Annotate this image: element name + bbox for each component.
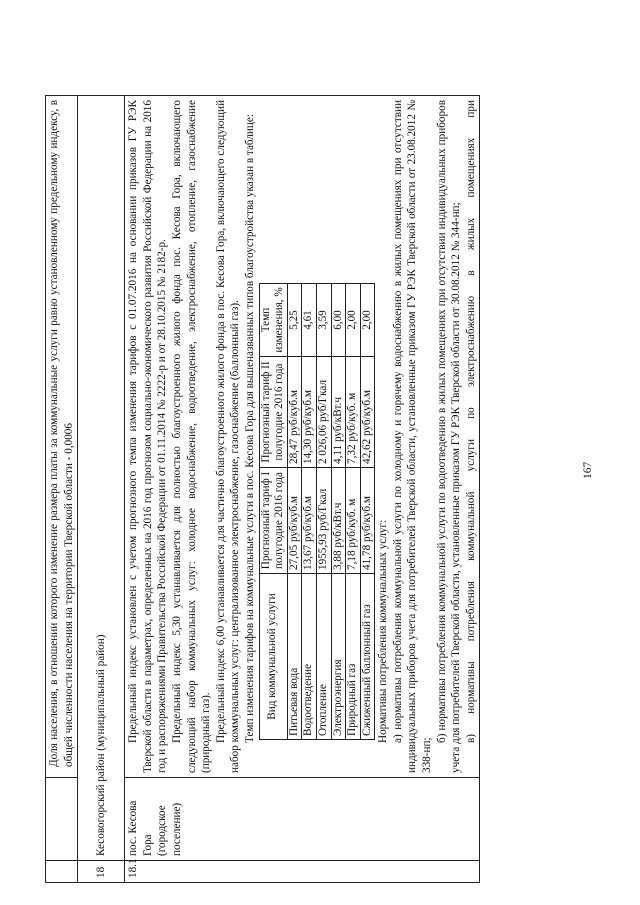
tariff-h1-cell: 41,78 руб/куб.м [360, 468, 375, 574]
page-number: 167 [582, 461, 594, 479]
district-number: 18 [78, 861, 125, 883]
tariff-h2-cell: 42,62 руб/куб.м [360, 357, 375, 468]
tariff-table [259, 283, 376, 740]
tariff-h1-cell: 3,88 руб/кВт.ч [331, 468, 346, 574]
district-row [78, 96, 125, 883]
table-row [360, 284, 375, 740]
top-row-text: Доля населения, в отношении которого изменение размера платы за коммунальные услуги равно установленному предельному индексу, в общей численности населения на территории Тверской области - 0,0006 [46, 96, 78, 778]
top-row [46, 96, 78, 883]
paragraph: Темп изменения тарифов на коммунальные услуги в пос. Кесова Гора для вышеназванных типов благоустройства указан в таблице: [243, 114, 256, 743]
norm-item: б) нормативы потребления коммунальной услуги по водоотведению в жилых помещениях при отсутствии индивидуальных приборов учета для потребителей Тверской области, установленные приказом ГУ РЭК Тверской области от 30.08.2012 № 344-нп; [435, 100, 463, 773]
settlement-name: пос. Кесова Гора (городское поселение) [125, 778, 480, 861]
rate-cell: 2,00 [346, 284, 361, 357]
table-row [302, 284, 317, 740]
rate-cell: 5,25 [287, 284, 302, 357]
tariff-h2-cell: 4,11 руб/кВт.ч [331, 357, 346, 468]
tariff-h1-cell: 7,18 руб/куб. м [346, 468, 361, 574]
paragraph: Предельный индекс 5,30 устанавливается для полностью благоустроенного жилого фонда пос. Кесова Гора, включающего следующий набор коммунальных услуг: холодное водоснабжение, водоотведение, электроснабжение, отопление, газоснабжение (природный газ). [170, 100, 213, 773]
norm-item: в) нормативы потребления коммунальной услуги по электроснабжению в жилых помещениях при [464, 100, 477, 743]
rate-cell: 3,59 [316, 284, 331, 357]
service-cell: Природный газ [346, 574, 361, 740]
settlement-number: 18.1 [125, 861, 480, 883]
rate-cell: 6,00 [331, 284, 346, 357]
header-cell: Темп изменения, % [259, 284, 287, 357]
rate-cell: 2,00 [360, 284, 375, 357]
tariff-header-row [259, 284, 287, 740]
service-cell: Сжиженный баллонный газ [360, 574, 375, 740]
tariff-h1-cell: 13,67 руб/куб.м [302, 468, 317, 574]
service-cell: Питьевая вода [287, 574, 302, 740]
table-row [331, 284, 346, 740]
header-cell: Прогнозный тариф II полугодие 2016 года [259, 357, 287, 468]
table-row [287, 284, 302, 740]
header-cell: Прогнозный тариф I полугодие 2016 года [259, 468, 287, 574]
service-cell: Электроэнергия [331, 574, 346, 740]
paragraph: Предельный индекс 6,00 устанавливается для частично благоустроенного жилого фонда в пос. Кесова Гора, включающего следующий набор коммунальных услуг: централизованное электроснабжение, газоснабжение (баллонный газ). [214, 100, 242, 773]
service-cell: Водоотведение [302, 574, 317, 740]
service-cell: Отопление [316, 574, 331, 740]
header-cell: Вид коммунальной услуги [259, 574, 287, 740]
tariff-h2-cell: 28,47 руб/куб.м [287, 357, 302, 468]
table-row [316, 284, 331, 740]
rotated-content [45, 48, 605, 883]
tariff-h1-cell: 27,05 руб/куб.м [287, 468, 302, 574]
table-row [346, 284, 361, 740]
paragraph: Предельный индекс установлен с учетом прогнозного темпа изменения тарифов с 01.07.2016 на основании приказов ГУ РЭК Тверской области в параметрах, определенных на 2016 год прогнозом социально-экономического развития Российской Федерации на 2016 год и распоряжениями Правительства Российской Федерации от 01.11.2014 № 2222-р и от 28.10.2015 № 2182-р. [127, 100, 169, 773]
norms-heading: Нормативы потребления коммунальных услуг: [377, 519, 390, 743]
tariff-h1-cell: 1955,93 руб/Гкал [316, 468, 331, 574]
settlement-row [125, 96, 480, 883]
settlement-content [125, 96, 480, 778]
main-table [45, 95, 480, 883]
norm-item: а) нормативы потребления коммунальной услуги по холодному и горячему водоснабжению в жилых помещениях при отсутствии индивидуальных приборов учета для потребителей Тверской области, установленные приказом ГУ РЭК Тверской области от 23.08.2012 № 338-нп; [391, 100, 434, 773]
tariff-h2-cell: 2 026,06 руб/Гкал [316, 357, 331, 468]
district-name: Кесовогорский район (муниципальный район) [78, 96, 125, 861]
tariff-h2-cell: 7,32 руб/куб. м [346, 357, 361, 468]
rate-cell: 4,61 [302, 284, 317, 357]
tariff-h2-cell: 14,30 руб/куб.м [302, 357, 317, 468]
